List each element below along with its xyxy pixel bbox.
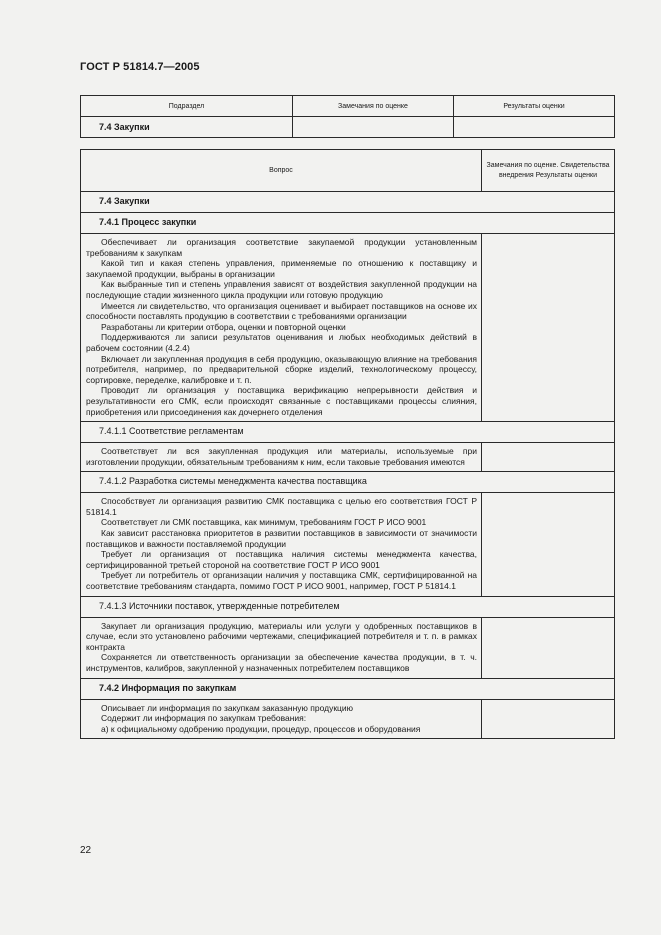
remarks-cell: [482, 234, 615, 422]
questions-7-4-1: [81, 234, 482, 422]
remarks-cell: [482, 493, 615, 596]
questions-7-4-1-3: [81, 617, 482, 678]
questions-7-4-1-1: [81, 443, 482, 472]
col-remarks: Замечания по оценке: [293, 96, 454, 117]
remarks-cell: [482, 617, 615, 678]
empty-cell: [454, 117, 615, 138]
header-question: Вопрос: [81, 150, 482, 192]
question: Обеспечивает ли организация соответствие закупаемой продукции установленным требованиям к закупкам: [86, 237, 477, 258]
question: Какой тип и какая степень управления, применяемые по отношению к поставщику и закупаемой продукции, выбраны в организации: [86, 258, 477, 279]
remarks-cell: [482, 699, 615, 739]
question: Сохраняется ли ответственность организации за обеспечение качества продукции, в т. ч. инструментов, калибров, закупленной у назначенных потребителем поставщиков: [86, 652, 477, 673]
section-7-4: 7.4 Закупки: [81, 192, 615, 213]
remarks-cell: [482, 443, 615, 472]
question: Разработаны ли критерии отбора, оценки и повторной оценки: [101, 321, 346, 332]
questions-table: [80, 149, 615, 739]
section-7-4-1: 7.4.1 Процесс закупки: [81, 213, 615, 234]
col-subsection: Подраздел: [81, 96, 293, 117]
section-7-4-1-2: 7.4.1.2 Разработка системы менеджмента качества поставщика: [81, 472, 615, 493]
question: Описывает ли информация по закупкам заказанную продукцию: [101, 702, 354, 713]
header-remarks-text: Замечания по оценке. Свидетельства внедрения Результаты оценки: [486, 161, 610, 179]
question: Соответствует ли СМК поставщика, как минимум, требованиям ГОСТ Р ИСО 9001: [101, 517, 427, 528]
header-remarks: [482, 150, 615, 192]
question: Содержит ли информация по закупкам требования:: [101, 713, 307, 724]
question: Включает ли закупленная продукция в себя продукцию, оказывающую влияние на требования потребителя, например, по предварительной сборке изделий, технологическому процессу, сортировке, переделке, калибровке и т. п.: [86, 353, 477, 385]
question: Соответствует ли вся закупленная продукция или материалы, используемые при изготовлении продукции, обязательным требованиям к ним, если таковые требования имеются: [86, 446, 477, 467]
question: Закупает ли организация продукцию, материалы или услуги у одобренных поставщиков в случае, если это установлено рабочими чертежами, спецификацией потребителя и т. п. в рамках контракта: [86, 620, 477, 652]
question: а) к официальному одобрению продукции, процедур, процессов и оборудования: [101, 723, 421, 734]
question: Требует ли организация от поставщика наличия системы менеджмента качества, сертифицированной третьей стороной на соответствие ГОСТ Р ИСО 9001: [86, 549, 477, 570]
question: Требует ли потребитель от организации наличия у поставщика СМК, сертифицированной на соответствие требованиям стандарта, помимо ГОСТ Р ИСО 9001, например, ГОСТ Р 51814.1: [86, 570, 477, 592]
section-7-4-2: 7.4.2 Информация по закупкам: [81, 678, 615, 699]
question: Поддерживаются ли записи результатов оценивания и любых необходимых действий в рабочем состоянии (4.2.4): [86, 332, 477, 353]
empty-cell: [293, 117, 454, 138]
question: Как зависит расстановка приоритетов в развитии поставщиков в зависимости от значимости поставщиков и важности поставляемой продукции: [86, 528, 477, 549]
page-number: 22: [80, 845, 92, 856]
section-summary-table: [80, 95, 615, 138]
section-7-4-1-1: 7.4.1.1 Соответствие регламентам: [81, 422, 615, 443]
section-7-4-1-3: 7.4.1.3 Источники поставок, утвержденные потребителем: [81, 596, 615, 617]
question: Проводит ли организация у поставщика верификацию непрерывности действия и результативности его СМК, если происходят связанные с поставщиками процессы слияния, приобретения или присоединения как дочернего отделения: [86, 385, 477, 417]
subsection-7-4: 7.4 Закупки: [81, 117, 293, 138]
question: Имеется ли свидетельство, что организация оценивает и выбирает поставщиков на основе их способности поставлять продукцию в соответствии с требованиями организации: [86, 300, 477, 322]
question: Как выбранные тип и степень управления зависят от воздействия закупленной продукции на последующие стадии жизненного цикла продукции или готовую продукцию: [86, 279, 477, 300]
document-header: ГОСТ Р 51814.7—2005: [80, 61, 200, 73]
col-results: Результаты оценки: [454, 96, 615, 117]
questions-7-4-2: [81, 699, 482, 739]
questions-7-4-1-2: [81, 493, 482, 596]
question: Способствует ли организация развитию СМК поставщика с целью его соответствия ГОСТ Р 51814.1: [86, 496, 477, 517]
